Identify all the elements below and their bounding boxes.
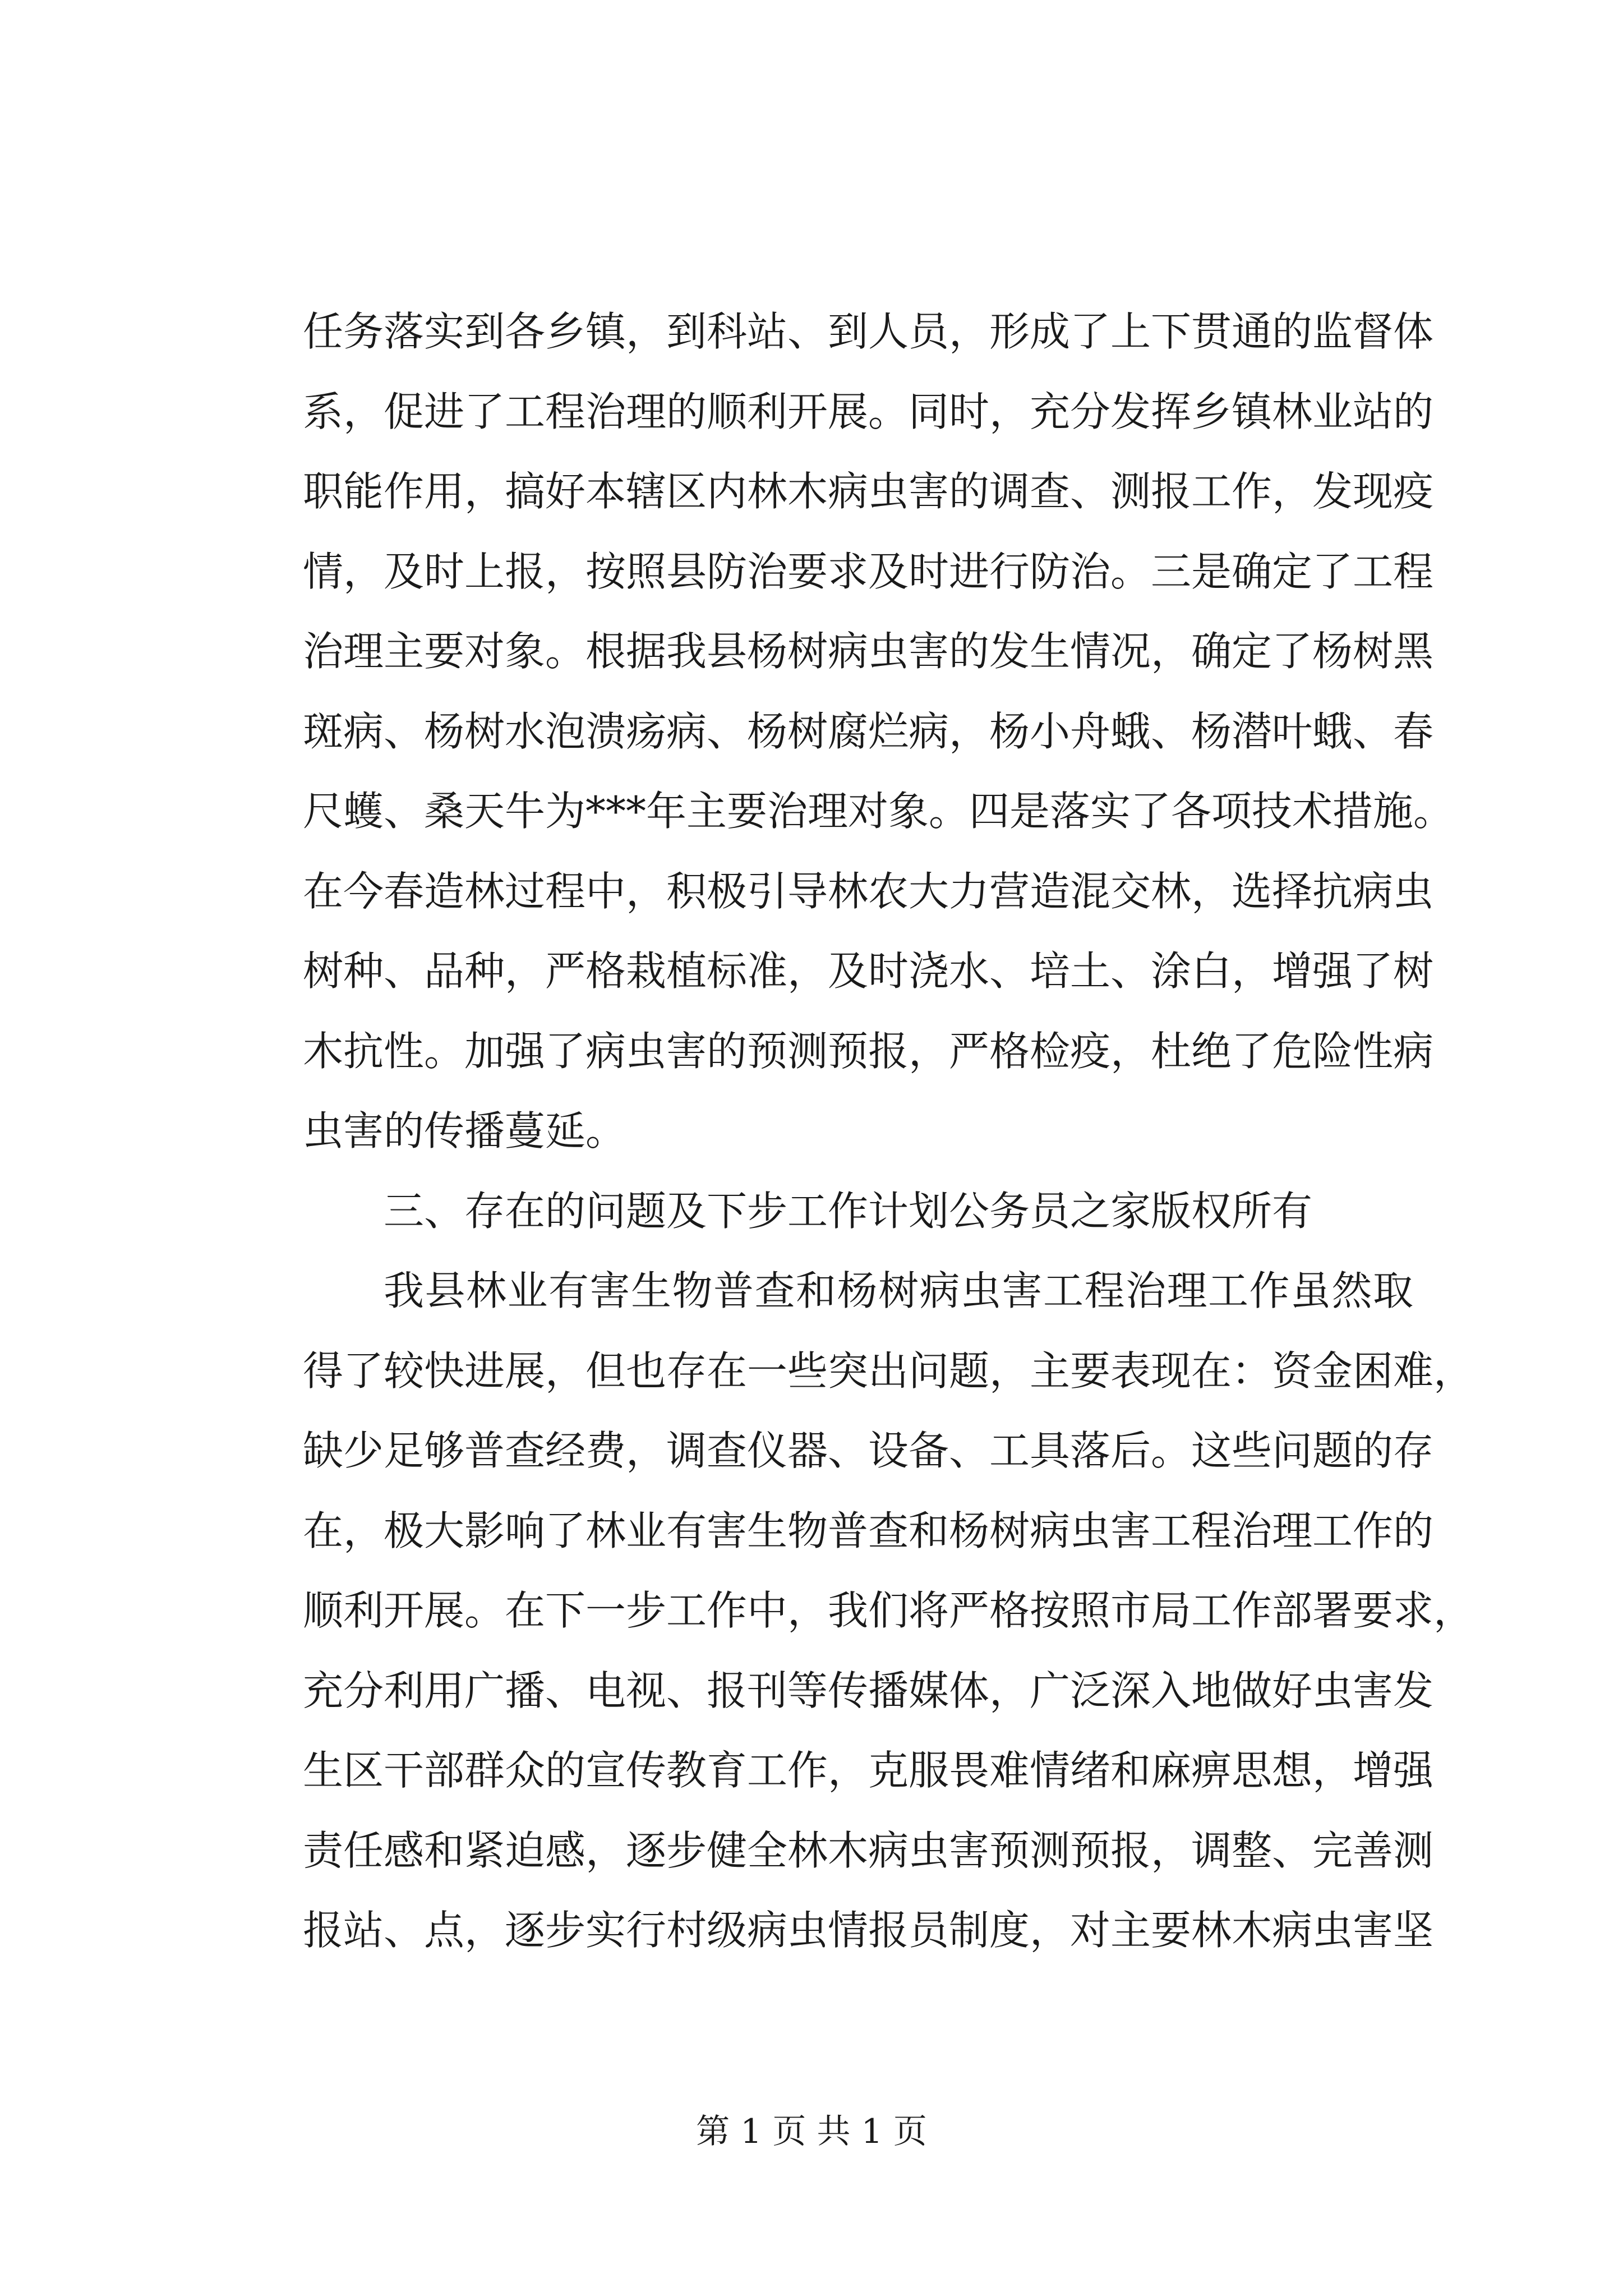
text-line: 得了较快进展，但也存在一些突出问题，主要表现在：资金困难， <box>303 1347 1474 1395</box>
section-heading: 三、存在的问题及下步工作计划公务员之家版权所有 <box>384 1187 1313 1235</box>
text-line: 缺少足够普查经费，调查仪器、设备、工具落后。这些问题的存 <box>303 1427 1434 1474</box>
text-line: 治理主要对象。根据我县杨树病虫害的发生情况，确定了杨树黑 <box>303 628 1434 675</box>
text-line: 任务落实到各乡镇，到科站、到人员，形成了上下贯通的监督体 <box>303 308 1434 355</box>
text-line: 尺蠖、桑天牛为***年主要治理对象。四是落实了各项技术措施。 <box>303 788 1454 835</box>
text-line: 树种、品种，严格栽植标准，及时浇水、培土、涂白，增强了树 <box>303 947 1434 995</box>
text-line: 虫害的传播蔓延。 <box>303 1107 626 1154</box>
page-footer: 第 1 页 共 1 页 <box>696 2112 927 2151</box>
text-line: 顺利开展。在下一步工作中，我们将严格按照市局工作部署要求， <box>303 1587 1474 1634</box>
text-line: 情，及时上报，按照县防治要求及时进行防治。三是确定了工程 <box>303 547 1434 595</box>
text-line: 在今春造林过程中，积极引导林农大力营造混交林，选择抗病虫 <box>303 867 1434 915</box>
text-line: 职能作用，搞好本辖区内林木病虫害的调查、测报工作，发现疫 <box>303 468 1434 515</box>
document-body <box>303 292 1474 1971</box>
text-line: 木抗性。加强了病虫害的预测预报，严格检疫，杜绝了危险性病 <box>303 1027 1434 1075</box>
text-line: 充分利用广播、电视、报刊等传播媒体，广泛深入地做好虫害发 <box>303 1667 1434 1714</box>
text-line: 系，促进了工程治理的顺利开展。同时，充分发挥乡镇林业站的 <box>303 388 1434 435</box>
text-line: 我县林业有害生物普查和杨树病虫害工程治理工作虽然取 <box>384 1267 1413 1314</box>
text-line: 责任感和紧迫感，逐步健全林木病虫害预测预报，调整、完善测 <box>303 1826 1434 1874</box>
text-line: 在，极大影响了林业有害生物普查和杨树病虫害工程治理工作的 <box>303 1507 1434 1554</box>
text-line: 报站、点，逐步实行村级病虫情报员制度，对主要林木病虫害坚 <box>303 1907 1434 1954</box>
text-line: 生区干部群众的宣传教育工作，克服畏难情绪和麻痹思想，增强 <box>303 1747 1434 1794</box>
text-line: 斑病、杨树水泡溃疡病、杨树腐烂病，杨小舟蛾、杨潜叶蛾、春 <box>303 707 1434 755</box>
